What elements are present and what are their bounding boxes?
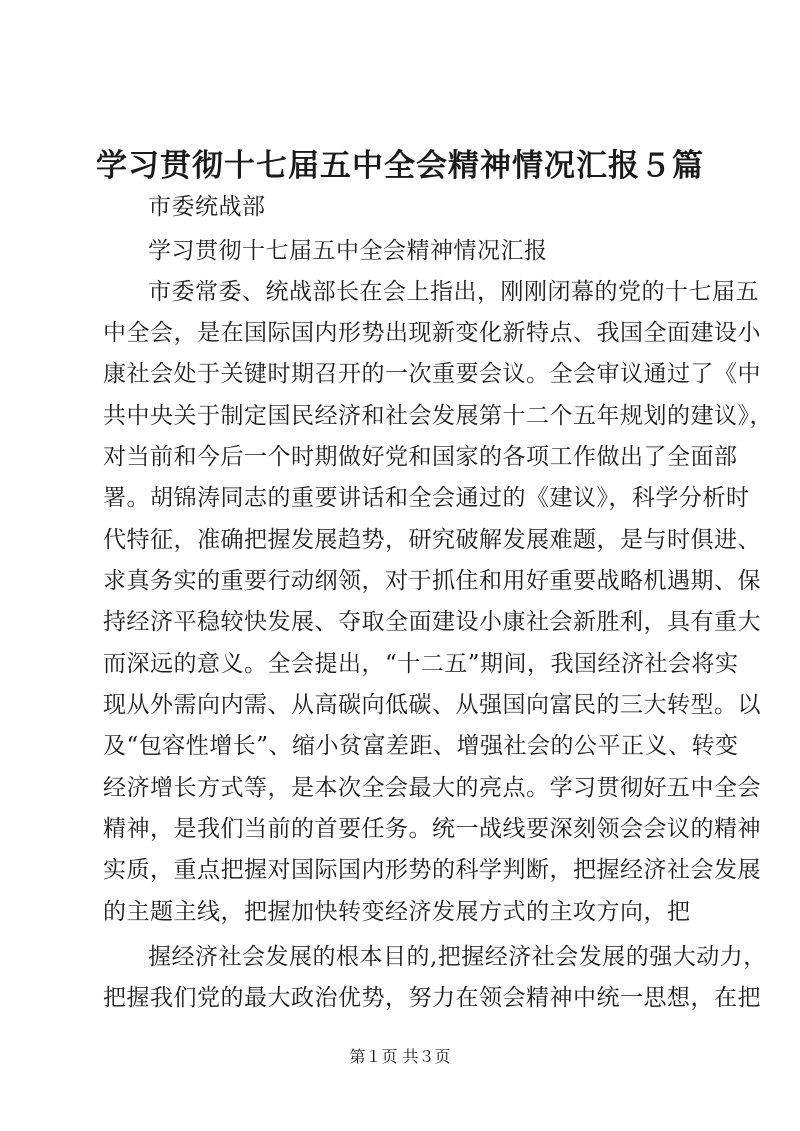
paragraph-line: 现从外需向内需、从高碳向低碳、从强国向富民的三大转型。以	[103, 692, 761, 718]
paragraph-line: 实质，重点把握对国际国内形势的科学判断，把握经济社会发展	[103, 857, 761, 883]
paragraph-line: 把握我们党的最大政治优势，努力在领会精神中统一思想，在把	[103, 985, 761, 1011]
paragraph-line: 对当前和今后一个时期做好党和国家的各项工作做出了全面部	[103, 444, 738, 470]
paragraph-line: 署。胡锦涛同志的重要讲话和全会通过的《建议》，科学分析时	[103, 485, 750, 511]
paragraph-line: 市委常委、统战部长在会上指出，刚刚闭幕的党的十七届五	[148, 279, 759, 305]
subtitle-line: 学习贯彻十七届五中全会精神情况汇报	[148, 238, 548, 264]
paragraph-line: 经济增长方式等，是本次全会最大的亮点。学习贯彻好五中全会	[103, 775, 761, 801]
paragraph-line: 握经济社会发展的根本目的,把握经济社会发展的强大动力，	[148, 944, 767, 970]
document-title: 学习贯彻十七届五中全会精神情况汇报５篇	[96, 148, 704, 184]
department-line: 市委统战部	[148, 194, 266, 220]
paragraph-line: 的主题主线，把握加快转变经济发展方式的主攻方向，把	[103, 899, 691, 925]
page-footer: 第１页 共３页	[349, 1047, 451, 1066]
paragraph-line: 持经济平稳较快发展、夺取全面建设小康社会新胜利，具有重大	[103, 609, 761, 635]
paragraph-line: 共中央关于制定国民经济和社会发展第十二个五年规划的建议》，	[103, 403, 773, 429]
paragraph-line: 精神，是我们当前的首要任务。统一战线要深刻领会会议的精神	[103, 816, 761, 842]
paragraph-line: 康社会处于关键时期召开的一次重要会议。全会审议通过了《中	[103, 361, 761, 387]
paragraph-line: 及“包容性增长”、缩小贫富差距、增强社会的公平正义、转变	[103, 733, 739, 759]
paragraph-line: 代特征，准确把握发展趋势，研究破解发展难题，是与时俱进、	[103, 527, 761, 553]
paragraph-line: 中全会，是在国际国内形势出现新变化新特点、我国全面建设小	[103, 320, 761, 346]
paragraph-line: 求真务实的重要行动纲领，对于抓住和用好重要战略机遇期、保	[103, 568, 761, 594]
paragraph-line: 而深远的意义。全会提出，“十二五”期间，我国经济社会将实	[103, 651, 739, 677]
